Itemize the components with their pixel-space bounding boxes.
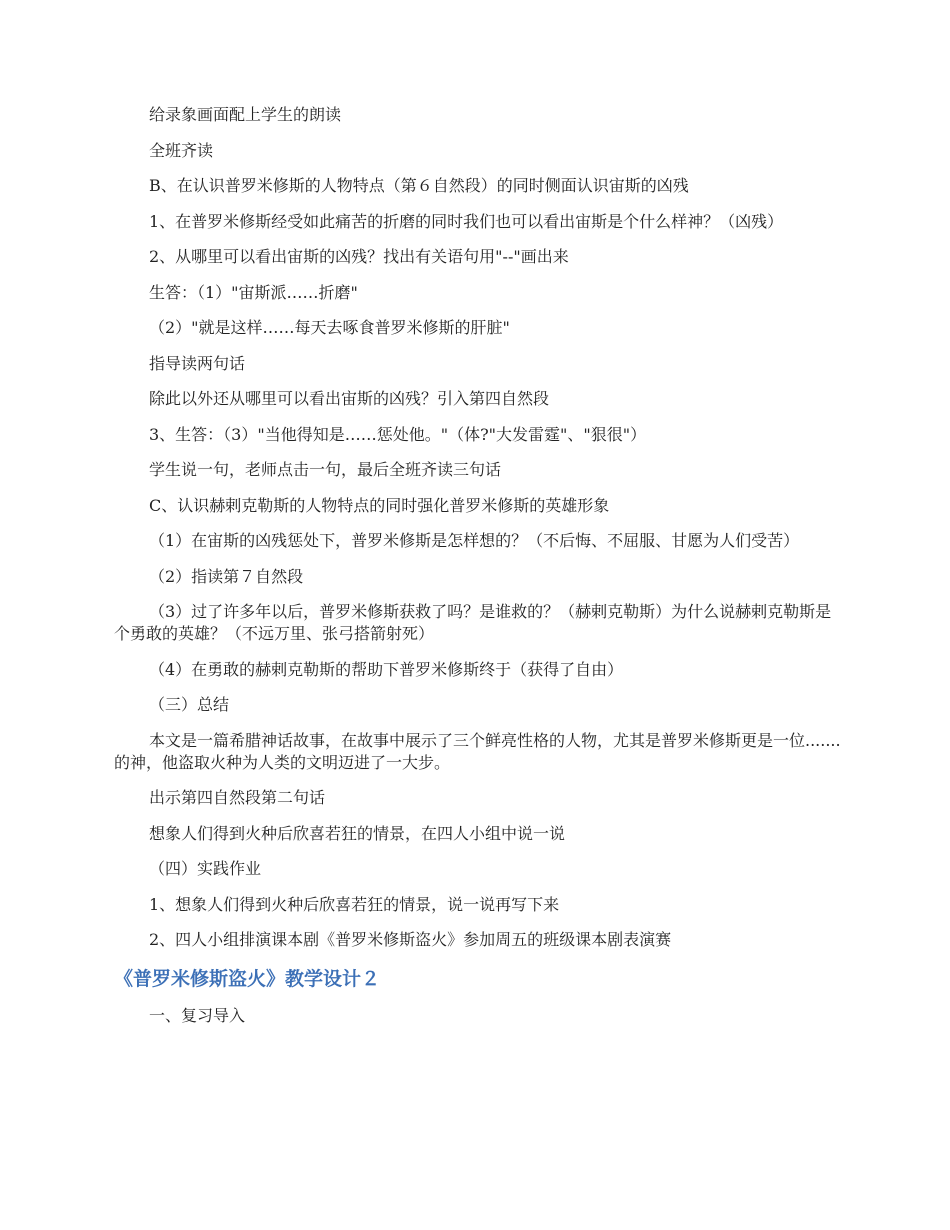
paragraph-2: 全班齐读 xyxy=(149,140,214,160)
paragraph-1: 给录象画面配上学生的朗读 xyxy=(149,105,342,124)
section-heading: 《普罗米修斯盗火》教学设计２ xyxy=(114,967,381,990)
paragraph-7: （2）"就是这样……每天去啄食普罗米修斯的肝脏" xyxy=(149,318,510,337)
paragraph-19: 出示第四自然段第二句话 xyxy=(149,788,326,807)
paragraph-22: 1、想象人们得到火种后欣喜若狂的情景，说一说再写下来 xyxy=(149,894,560,914)
paragraph-8: 指导读两句话 xyxy=(149,353,246,373)
paragraph-18: 本文是一篇希腊神话故事，在故事中展示了三个鲜亮性格的人物，尤其是普罗米修斯更是一位.......的神，他盗取火种为人类的文明迈进了一大步。 xyxy=(114,730,841,772)
paragraph-20: 想象人们得到火种后欣喜若狂的情景，在四人小组中说一说 xyxy=(149,823,566,843)
paragraph-6: 生答：（1）"宙斯派……折磨" xyxy=(149,282,358,302)
paragraph-12: C、认识赫剌克勒斯的人物特点的同时强化普罗米修斯的英雄形象 xyxy=(149,495,610,515)
paragraph-23: 2、四人小组排演课本剧《普罗米修斯盗火》参加周五的班级课本剧表演赛 xyxy=(149,930,672,949)
document-body xyxy=(114,104,844,1040)
paragraph-21: （四）实践作业 xyxy=(149,859,262,878)
paragraph-3: B、在认识普罗米修斯的人物特点（第６自然段）的同时侧面认识宙斯的凶残 xyxy=(149,176,689,195)
paragraph-17: （三）总结 xyxy=(149,695,230,714)
paragraph-16: （4）在勇敢的赫剌克勒斯的帮助下普罗米修斯终于（获得了自由） xyxy=(149,659,624,679)
paragraph-4: 1、在普罗米修斯经受如此痛苦的折磨的同时我们也可以看出宙斯是个什么样神？（凶残） xyxy=(149,211,784,231)
paragraph-5: 2、从哪里可以看出宙斯的凶残？找出有关语句用"--"画出来 xyxy=(149,247,569,266)
paragraph-10: 3、生答：（3）"当他得知是……惩处他。"（体?"大发雷霆"、"狠很"） xyxy=(149,424,647,444)
paragraph-15: （3）过了许多年以后，普罗米修斯获救了吗？是谁救的？（赫剌克勒斯）为什么说赫剌克勒斯是个勇敢的英雄？（不远万里、张弓搭箭射死） xyxy=(114,602,832,643)
paragraph-11: 学生说一句，老师点击一句，最后全班齐读三句话 xyxy=(149,460,502,479)
paragraph-13: （1）在宙斯的凶残惩处下，普罗米修斯是怎样想的？（不后悔、不屈服、甘愿为人们受苦） xyxy=(149,531,800,550)
paragraph-24: 一、复习导入 xyxy=(149,1005,246,1025)
paragraph-9: 除此以外还从哪里可以看出宙斯的凶残？引入第四自然段 xyxy=(149,389,550,408)
paragraph-14: （2）指读第７自然段 xyxy=(149,566,304,586)
